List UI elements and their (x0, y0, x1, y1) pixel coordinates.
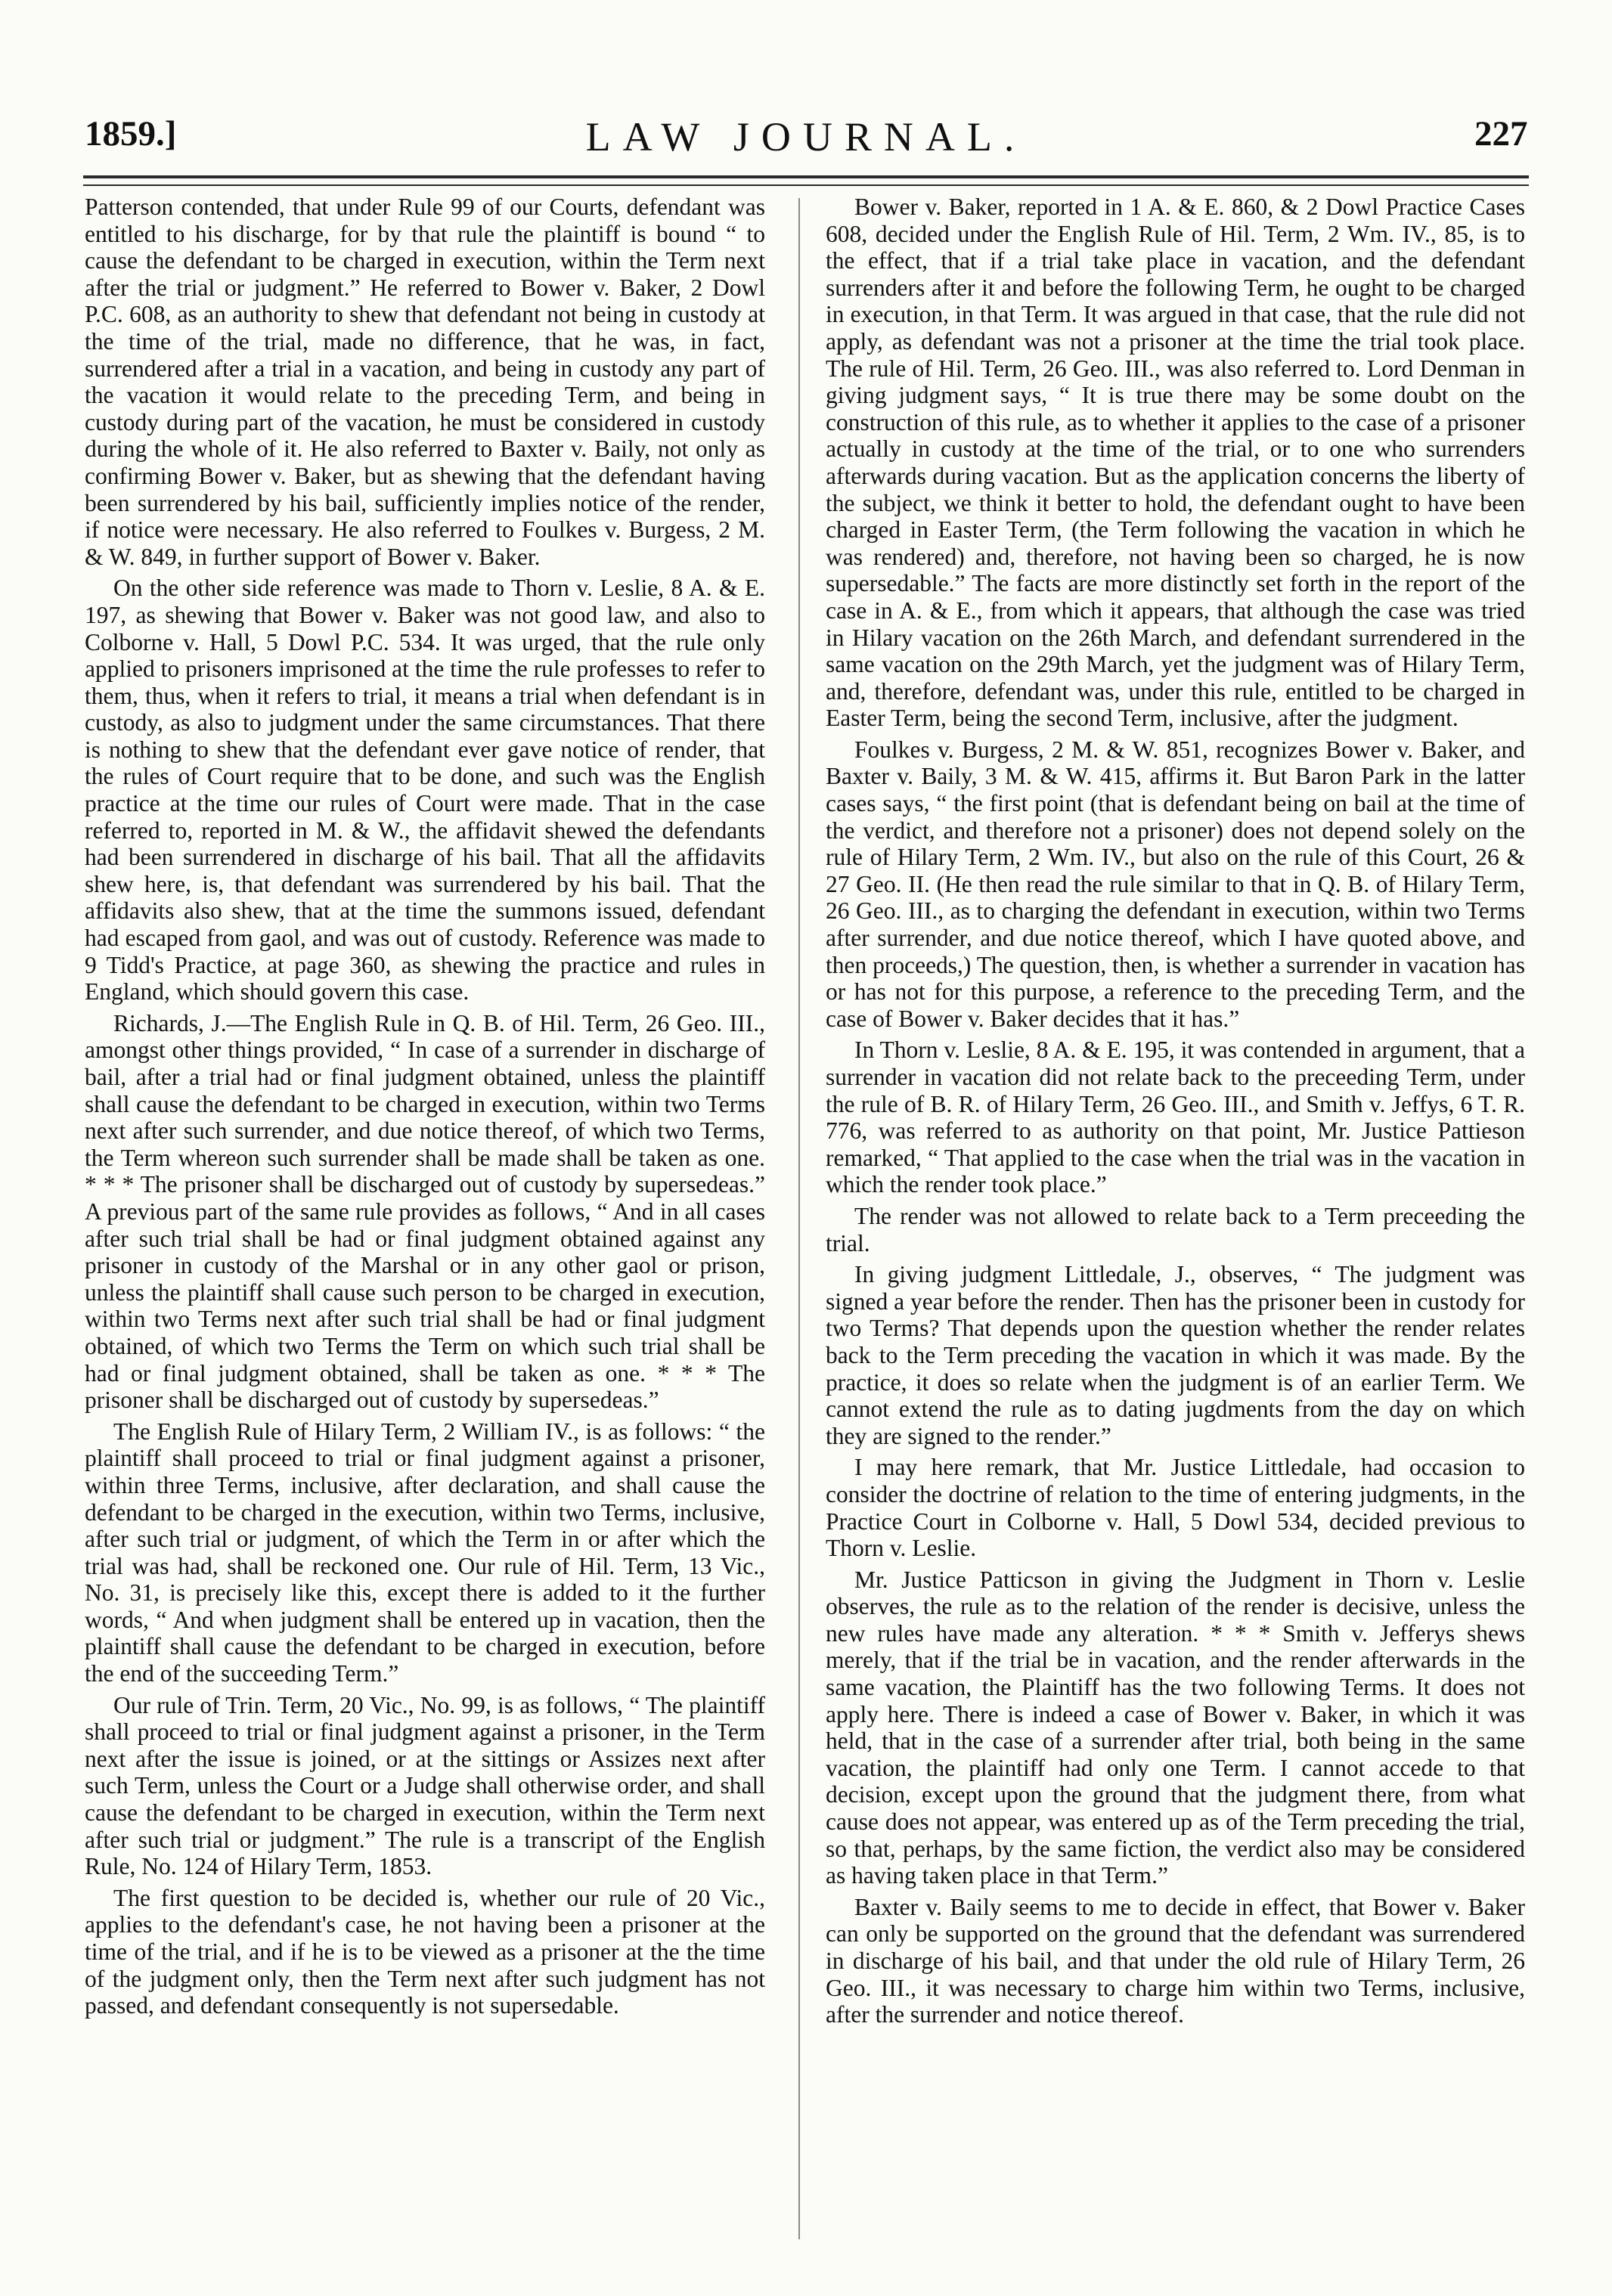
paragraph: The first question to be decided is, whether our rule of 20 Vic., applies to the defendant's case, he not having been a prisoner at the time of the trial, and if he is to be viewed as a prisoner at the the time of the judgment only, then the Term next after such judgment has not passed, and defendant consequently is not supersedable. (85, 1884, 765, 2019)
page-number: 227 (1474, 114, 1528, 153)
paragraph: Patterson contended, that under Rule 99 of our Courts, defendant was entitled to his discharge, for by that rule the plaintiff is bound “ to cause the defendant to be charged in execution, within the Term next after the trial or judgment.” He referred to Bower v. Baker, 2 Dowl P.C. 608, as an authority to shew that defendant not being in custody at the time of the trial, made no difference, that he was, in fact, surrendered after a trial in a vacation, and being in custody any part of the vacation it would relate to the preceding Term, and being in custody during part of the vacation, he must be considered in custody during the whole of it. He also referred to Baxter v. Baily, not only as confirming Bower v. Baker, but as shewing that the defendant having been surrendered by his bail, sufficiently implies notice of the render, if notice were necessary. He also referred to Foulkes v. Burgess, 2 M. & W. 849, in further support of Bower v. Baker. (85, 194, 765, 570)
paragraph: In Thorn v. Leslie, 8 A. & E. 195, it was contended in argument, that a surrender in vacation did not relate back to the preceeding Term, under the rule of B. R. of Hilary Term, 26 Geo. III., and Smith v. Jeffys, 6 T. R. 776, was referred to as authority on that point, Mr. Justice Pattieson remarked, “ That applied to the case when the trial was in the vacation in which the render took place.” (826, 1036, 1525, 1198)
header-year: 1859.] (85, 114, 177, 153)
header-rule-thin (83, 184, 1529, 186)
paragraph: In giving judgment Littledale, J., observes, “ The judgment was signed a year before the render. Then has the prisoner been in custody for two Terms? That depends upon the question whether the render relates back to the Term preceding the vacation in which it was made. By the practice, it does so relate when the judgment is of an earlier Term. We cannot extend the rule as to dating jugdments from the day on which they are signed to the render.” (826, 1261, 1525, 1449)
paragraph: The render was not allowed to relate back to a Term preceeding the trial. (826, 1202, 1525, 1256)
paragraph: Baxter v. Baily seems to me to decide in effect, that Bower v. Baker can only be supported on the ground that the defendant was surrendered in discharge of his bail, and that under the old rule of Hilary Term, 26 Geo. III., it was necessary to charge him within two Terms, inclusive, after the surrender and notice thereof. (826, 1893, 1525, 2028)
right-column (826, 194, 1525, 2265)
left-column (85, 194, 765, 2265)
paragraph: Bower v. Baker, reported in 1 A. & E. 860, & 2 Dowl Practice Cases 608, decided under the English Rule of Hil. Term, 2 Wm. IV., 85, is to the effect, that if a trial take place in vacation, and the defendant surrenders after it and before the following Term, he ought to be charged in execution, in that Term. It was argued in that case, that the rule did not apply, as defendant was not a prisoner at the time the trial took place. The rule of Hil. Term, 26 Geo. III., was also referred to. Lord Denman in giving judgment says, “ It is true there may be some doubt on the construction of this rule, as to whether it applies to the case of a prisoner actually in custody at the time of the trial, or to one who surrenders afterwards during vacation. But as the application concerns the liberty of the subject, we think it better to hold, the defendant ought to have been charged in Easter Term, (the Term following the vacation in which he was rendered) and, therefore, not having been so charged, he is now supersedable.” The facts are more distinctly set forth in the report of the case in A. & E., from which it appears, that although the case was tried in Hilary vacation on the 26th March, and defendant surrendered in the same vacation on the 29th March, yet the judgment was of Hilary Term, and, therefore, defendant was, under this rule, entitled to be charged in Easter Term, being the second Term, inclusive, after the judgment. (826, 194, 1525, 732)
journal-title: LAW JOURNAL. (585, 114, 1027, 160)
paragraph: The English Rule of Hilary Term, 2 William IV., is as follows: “ the plaintiff shall proceed to trial or final judgment against a prisoner, within three Terms, inclusive, after declaration, and shall cause the defendant to be charged in the execution, within two Terms, inclusive, after such trial or judgment, of which the Term in or after which the trial was had, shall be reckoned one. Our rule of Hil. Term, 13 Vic., No. 31, is precisely like this, except there is added to it the further words, “ And when judgment shall be entered up in vacation, then the plaintiff shall cause the defendant to be charged in execution, before the end of the succeeding Term.” (85, 1418, 765, 1687)
paragraph: On the other side reference was made to Thorn v. Leslie, 8 A. & E. 197, as shewing that Bower v. Baker was not good law, and also to Colborne v. Hall, 5 Dowl P.C. 534. It was urged, that the rule only applied to prisoners imprisoned at the time the rule professes to refer to them, thus, when it refers to trial, it means a trial when defendant is in custody, as also to judgment under the same circumstances. That there is nothing to shew that the defendant ever gave notice of render, that the rules of Court require that to be done, and such was the English practice at the time our rules of Court were made. That in the case referred to, reported in M. & W., the affidavit shewed the defendants had been surrendered in discharge of his bail. That all the affidavits shew here, is, that defendant was surrendered by his bail. That the affidavits also shew, that at the time the summons issued, defendant had escaped from gaol, and was out of custody. Reference was made to 9 Tidd's Practice, at page 360, as shewing the practice and rules in England, which should govern this case. (85, 575, 765, 1005)
paragraph: Mr. Justice Patticson in giving the Judgment in Thorn v. Leslie observes, the rule as to the relation of the render is decisive, unless the new rules have made any alteration. * * * Smith v. Jefferys shews merely, that if the trial be in vacation, and the render afterwards in the same vacation, the Plaintiff has the two following Terms. It does not apply here. There is indeed a case of Bower v. Baker, in which it was held, that in the case of a surrender after trial, both being in the same vacation, the plaintiff had only one Term. I cannot accede to that decision, except upon the ground that the judgment there, from what cause does not appear, was entered up as of the Term preceding the trial, so that, perhaps, by the same fiction, the verdict also may be considered as having taken place in that Term.” (826, 1566, 1525, 1889)
paragraph: I may here remark, that Mr. Justice Littledale, had occasion to consider the doctrine of relation to the time of entering judgments, in the Practice Court in Colborne v. Hall, 5 Dowl 534, decided previous to Thorn v. Leslie. (826, 1454, 1525, 1562)
paragraph: Our rule of Trin. Term, 20 Vic., No. 99, is as follows, “ The plaintiff shall proceed to trial or final judgment against a prisoner, in the Term next after the issue is joined, or at the sittings or Assizes next after such Term, unless the Court or a Judge shall otherwise order, and shall cause the defendant to be charged in execution, within the Term next after such trial or judgment.” The rule is a transcript of the English Rule, No. 124 of Hilary Term, 1853. (85, 1691, 765, 1880)
paragraph: Richards, J.—The English Rule in Q. B. of Hil. Term, 26 Geo. III., amongst other things provided, “ In case of a surrender in discharge of bail, after a trial had or final judgment obtained, unless the plaintiff shall cause the defendant to be charged in execution, within two Terms next after such surrender, and due notice thereof, of which two Terms, the Term whereon such surrender shall be made shall be taken as one. * * * The prisoner shall be discharged out of custody by supersedeas.” A previous part of the same rule provides as follows, “ And in all cases after such trial shall be had or final judgment obtained against any prisoner in custody of the Marshal or in any other gaol or prison, unless the plaintiff shall cause such person to be charged in execution, within two Terms next after such trial shall be had or final judgment obtained, of which two Terms the Term on which such trial shall be had or final judgment obtained, shall be taken as one. * * * The prisoner shall be discharged out of custody by supersedeas.” (85, 1009, 765, 1414)
header-rule-thick (83, 175, 1529, 178)
paragraph: Foulkes v. Burgess, 2 M. & W. 851, recognizes Bower v. Baker, and Baxter v. Baily, 3 M. & W. 415, affirms it. But Baron Park in the latter cases says, “ the first point (that is defendant being on bail at the time of the verdict, and therefore not a prisoner) does not depend solely on the rule of Hilary Term, 2 Wm. IV., but also on the rule of this Court, 26 & 27 Geo. II. (He then read the rule similar to that in Q. B. of Hilary Term, 26 Geo. III., as to charging the defendant in execution, within two Terms after surrender, and due notice thereof, which I have quoted above, and then proceeds,) The question, then, is whether a surrender in vacation has or has not for this purpose, a reference to the preceding Term, and the case of Bower v. Baker decides that it has.” (826, 736, 1525, 1032)
column-divider (798, 198, 800, 2239)
